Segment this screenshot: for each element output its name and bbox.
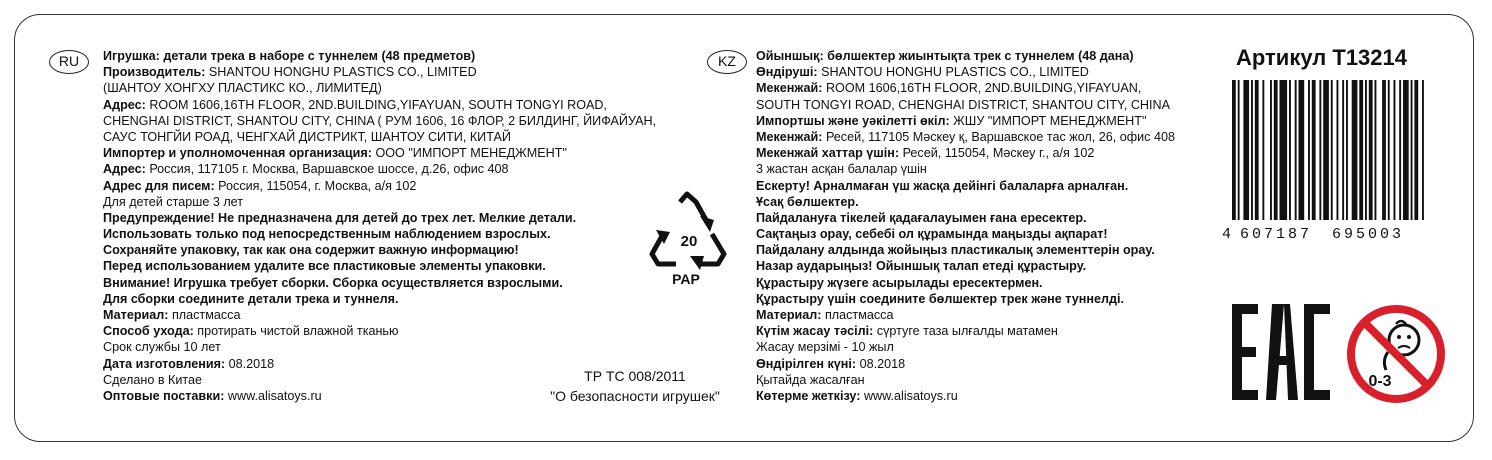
- kz-line: [756, 323, 1175, 339]
- ru-line-bold: Способ ухода:: [103, 324, 198, 339]
- kz-line: [756, 48, 1175, 64]
- kz-line: [756, 339, 1175, 355]
- barcode-bar: [1251, 80, 1253, 220]
- kz-line: [756, 275, 1175, 291]
- kz-line-text: пластмасса: [824, 308, 894, 322]
- barcode-right-group: 695003: [1332, 226, 1405, 240]
- kz-line-text: 3 жастан асқан балалар үшін: [756, 162, 927, 177]
- barcode-bar: [1255, 80, 1259, 220]
- kz-line: [756, 113, 1175, 129]
- barcode-icon: [1220, 80, 1432, 240]
- recycling-material: PAP: [672, 271, 700, 286]
- kz-line-text: Қытайда жасалған: [756, 372, 865, 387]
- ru-line-text: Сделано в Китае: [103, 372, 203, 387]
- barcode-bar: [1270, 80, 1272, 220]
- ru-line: [103, 258, 656, 274]
- barcode-bar: [1289, 80, 1291, 220]
- ru-line: [103, 161, 656, 177]
- ru-line-bold: Адрес:: [103, 97, 150, 112]
- article-number: Артикул T13214: [1236, 45, 1407, 70]
- kz-line: [756, 64, 1175, 80]
- kz-line-text: Жасау мерзімі - 10 жыл: [756, 340, 894, 355]
- ru-line: [103, 291, 656, 307]
- ru-line: [103, 129, 656, 145]
- kz-line-bold: Сақтаңыз орау, себебі ол құрамында маңызды ақпарат!: [756, 227, 1108, 242]
- kz-line: [756, 161, 1175, 177]
- ru-line-bold: Предупреждение! Не предназначена для детей до трех лет. Мелкие детали.: [103, 210, 577, 225]
- kz-line: [756, 356, 1175, 372]
- kz-line-bold: Ескерту! Арналмаған үш жасқа дейінгі балаларға арналған.: [756, 178, 1129, 193]
- kz-line-bold: Ұсақ бөлшектер.: [756, 194, 859, 209]
- ru-line: [103, 307, 656, 323]
- ru-line-bold: Внимание! Игрушка требует сборки. Сборка осуществляется взрослыми.: [103, 275, 563, 290]
- barcode-bar: [1375, 80, 1377, 220]
- russian-text-block: [103, 48, 656, 404]
- ru-line-bold: Оптовые поставки:: [103, 388, 228, 403]
- kazakh-text-block: [756, 48, 1175, 404]
- ru-line: [103, 242, 656, 258]
- kz-line: [756, 194, 1175, 210]
- kz-line: [756, 97, 1175, 113]
- kz-line-text: Ресей, 117105 Мәскеу қ, Варшавское тас жол, 26, офис 408: [825, 129, 1175, 144]
- ru-line: [103, 80, 656, 96]
- barcode-bar: [1359, 80, 1363, 220]
- kz-line: [756, 226, 1175, 242]
- kz-line-bold: Импортшы және уәкілетті өкіл:: [756, 113, 954, 128]
- barcode-bar: [1312, 80, 1316, 220]
- ru-line: [103, 339, 656, 355]
- kz-line: [756, 388, 1175, 404]
- ru-line-text: пластмасса: [171, 308, 241, 322]
- language-badge-ru: RU: [49, 50, 89, 74]
- ru-line: [103, 178, 656, 194]
- recycling-code: 20: [680, 233, 698, 250]
- kz-line: [756, 307, 1175, 323]
- barcode-bar: [1399, 80, 1401, 220]
- kz-line-text: Ресей, 115054, Мәскеу г., а/я 102: [902, 146, 1095, 161]
- ru-line-text: Россия, 117105 г. Москва, Варшавское шоссе, д.26, офис 408: [149, 162, 509, 177]
- barcode-bar: [1319, 80, 1321, 220]
- ru-line-text: Срок службы 10 лет: [103, 340, 221, 355]
- ru-line: [103, 97, 656, 113]
- ru-line-bold: Адрес:: [103, 162, 150, 177]
- ru-line-bold: Игрушка: детали трека в наборе с туннелем (48 предметов): [103, 49, 476, 63]
- kz-line-bold: Күтім жасау тәсілі:: [756, 324, 877, 339]
- kz-line: [756, 372, 1175, 388]
- kz-line: [756, 145, 1175, 161]
- kz-line-bold: Мекенжай:: [756, 129, 826, 144]
- barcode-bar: [1331, 80, 1333, 220]
- barcode-bar: [1295, 80, 1297, 220]
- barcode-bar: [1323, 80, 1329, 220]
- ru-line-text: SHANTOU HONGHU PLASTICS CO., LIMITED: [208, 65, 477, 80]
- ru-line-text: ROOM 1606,16TH FLOOR, 2ND.BUILDING,YIFAYUAN, SOUTH TONGYI ROAD,: [149, 97, 608, 112]
- kz-line: [756, 242, 1175, 258]
- ru-line: [103, 194, 656, 210]
- kz-line: [756, 210, 1175, 226]
- ru-line-bold: Перед использованием удалите все пластиковые элементы упаковки.: [103, 259, 546, 274]
- barcode-bar: [1346, 80, 1348, 220]
- barcode-bar: [1382, 80, 1386, 220]
- barcode-bar: [1411, 80, 1413, 220]
- barcode-bar: [1414, 80, 1418, 220]
- ru-line: [103, 275, 656, 291]
- barcode-bar: [1243, 80, 1249, 220]
- kz-line-bold: Мекенжай:: [756, 81, 826, 96]
- kz-line-bold: Өндірілген күні:: [756, 356, 860, 371]
- ru-line-bold: Сохраняйте упаковку, так как она содержит важную информацию!: [103, 243, 519, 258]
- kz-line-bold: Мекенжай хаттар үшін:: [756, 146, 903, 161]
- kz-line-bold: Құрастыру жүзеге асырылады ересектермен.: [756, 275, 1043, 290]
- ru-line-bold: Дата изготовления:: [103, 356, 229, 371]
- ru-line-text: Для детей старше 3 лет: [103, 194, 244, 209]
- barcode-bar: [1299, 80, 1305, 220]
- barcode-bar: [1262, 80, 1264, 220]
- ru-line-text: 08.2018: [228, 356, 275, 371]
- barcode-left-group: 607187: [1240, 226, 1313, 240]
- safety-standard: [545, 366, 725, 406]
- ru-line-bold: Материал:: [103, 308, 172, 322]
- barcode-bar: [1394, 80, 1396, 220]
- ru-line-text: CHENGHAI DISTRICT, SHANTOU CITY, CHINA ( РУМ 1606, 16 ФЛОР, 2 БИЛДИНГ, ЙИФАЙУАН,: [103, 113, 657, 128]
- language-badge-kz: KZ: [707, 50, 747, 74]
- ru-line-text: ООО "ИМПОРТ МЕНЕДЖМЕНТ": [375, 146, 567, 161]
- kz-line-bold: Құрастыру үшін соедините бөлшектер трек және туннелді.: [756, 291, 1124, 306]
- barcode-bar: [1280, 80, 1288, 220]
- barcode-bar: [1342, 80, 1344, 220]
- ru-line: [103, 48, 656, 64]
- kz-line-text: сүртуге таза ылғалды матамен: [876, 324, 1058, 339]
- ru-line-bold: Производитель:: [103, 65, 209, 80]
- eac-mark-icon: [1228, 300, 1332, 404]
- kz-line: [756, 291, 1175, 307]
- barcode-bar: [1274, 80, 1278, 220]
- ru-line: [103, 226, 656, 242]
- kz-line-text: SHANTOU HONGHU PLASTICS CO., LIMITED: [821, 65, 1089, 80]
- kz-line-bold: Пайдалануға тікелей қадағалауымен ғана ересектер.: [756, 210, 1087, 225]
- kz-line-text: ЖШУ "ИМПОРТ МЕНЕДЖМЕНТ": [953, 113, 1147, 128]
- kz-line: [756, 178, 1175, 194]
- kz-line-text: 08.2018: [859, 356, 906, 371]
- ru-line-text: (ШАНТОУ ХОНГХУ ПЛАСТИКС КО., ЛИМИТЕД): [103, 81, 382, 96]
- barcode-bar: [1365, 80, 1367, 220]
- barcode-bar: [1232, 80, 1236, 220]
- ru-line: [103, 145, 656, 161]
- kz-line: [756, 129, 1175, 145]
- kz-line: [756, 80, 1175, 96]
- barcode-bar: [1388, 80, 1390, 220]
- ru-line-text: Россия, 115054, г. Москва, а/я 102: [218, 178, 417, 193]
- age-warning-text: 0-3: [1368, 373, 1392, 390]
- kz-line-bold: Пайдалану алдында жойыңыз пластикалық элементтерін орау.: [756, 243, 1155, 258]
- barcode-bar: [1308, 80, 1310, 220]
- ru-line-text: протирать чистой влажной тканью: [197, 324, 399, 339]
- ru-line-text: www.alisatoys.ru: [227, 388, 322, 403]
- barcode-first-digit: 4: [1222, 226, 1232, 240]
- kz-line-bold: Назар аударыңыз! Ойыншық талап етеді құрастыру.: [756, 259, 1087, 274]
- kz-line-text: SOUTH TONGYI ROAD, CHENGHAI DISTRICT, SHANTOU CITY, CHINA: [756, 97, 1171, 112]
- kz-line-text: ROOM 1606,16TH FLOOR, 2ND.BUILDING,YIFAYUAN,: [825, 81, 1142, 96]
- barcode-bar: [1352, 80, 1358, 220]
- ru-line: [103, 113, 656, 129]
- kz-line-bold: Материал:: [756, 308, 825, 322]
- ru-line-bold: Для сборки соедините детали трека и туннеля.: [103, 291, 399, 306]
- ru-line: [103, 210, 656, 226]
- standard-title: "О безопасности игрушек": [550, 388, 720, 404]
- barcode-bar: [1337, 80, 1339, 220]
- recycling-symbol-icon: [640, 190, 740, 286]
- ru-line-bold: Импортер и уполномоченная организация:: [103, 146, 376, 161]
- kz-line: [756, 258, 1175, 274]
- standard-code: ТР ТС 008/2011: [584, 368, 686, 384]
- ru-line-bold: Использовать только под непосредственным наблюдением взрослых.: [103, 227, 551, 242]
- kz-line-text: www.alisatoys.ru: [863, 388, 958, 403]
- ru-line-text: САУС ТОНГЙИ РОАД, ЧЕНГХАЙ ДИСТРИКТ, ШАНТОУ СИТИ, КИТАЙ: [103, 129, 511, 144]
- no-children-under-3-icon: [1346, 304, 1446, 404]
- ru-line: [103, 64, 656, 80]
- kz-line-bold: Көтерме жеткізу:: [756, 388, 864, 403]
- barcode-bar: [1238, 80, 1240, 220]
- barcode-bar: [1369, 80, 1373, 220]
- barcode-bar: [1422, 80, 1424, 220]
- kz-line-bold: Ойыншық: бөлшектер жиынтықта трек с туннелем (48 дана): [756, 49, 1134, 63]
- kz-line-bold: Өндіруші:: [756, 65, 822, 80]
- ru-line: [103, 323, 656, 339]
- ru-line-bold: Адрес для писем:: [103, 178, 219, 193]
- barcode-bar: [1403, 80, 1409, 220]
